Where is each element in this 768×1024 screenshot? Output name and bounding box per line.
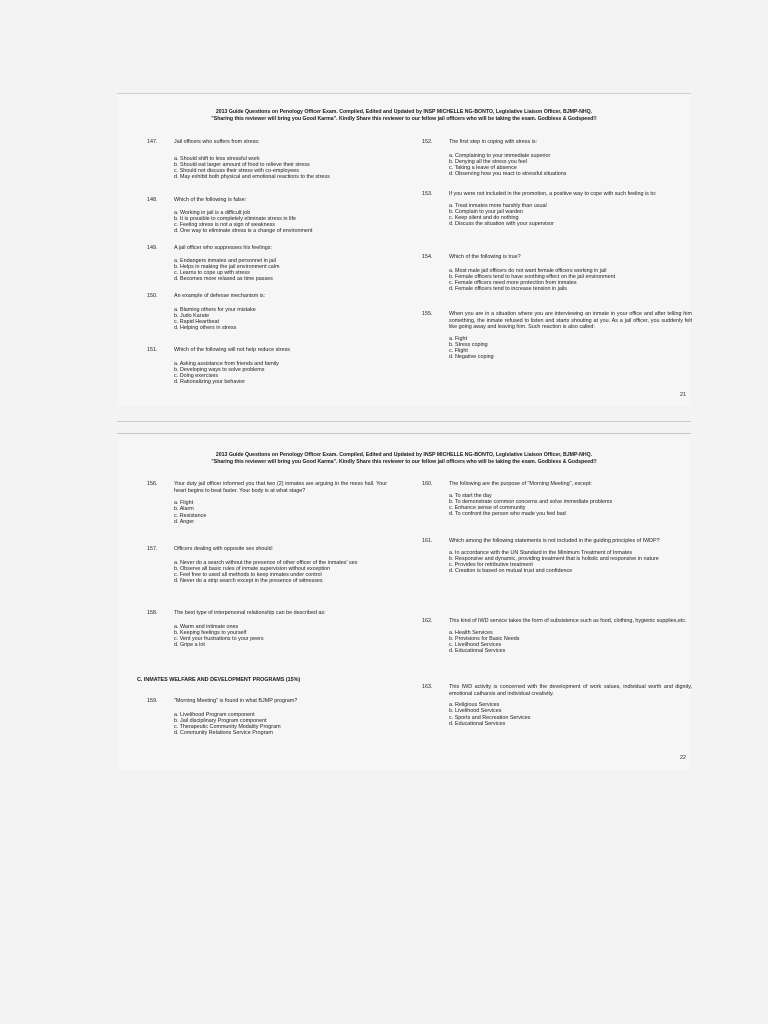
question-162 [422,618,692,654]
option: c. Feel free to used all methods to keep inmates under control [174,572,322,578]
option: d. May exhibit both physical and emotional reactions to the stress [174,174,330,181]
question-154 [422,254,692,292]
question-number: 161. [422,538,433,544]
option: b. Observe all basic rules of inmate supervision without exception [174,565,331,572]
question-text: When you are in a situation where you are interviewing an inmate in your office and after telling him something, the inmate refused to listen and starts shouting at you. As a jail officer, you suddenly felt like going away and leaving him. Such reaction is also called: [449,311,692,331]
question-number: 162. [422,618,433,624]
option: d. Never do a strip search except in the presence of witnesses [174,578,323,585]
option: d. Educational Services [449,648,506,655]
question-149 [147,245,377,282]
options [174,258,377,283]
option: b. Developing ways to solve problems [174,366,265,373]
page-top-rule [117,93,691,94]
question-147 [147,139,377,180]
option: a. Most male jail officers do not want female officers working in jail [449,267,607,274]
option: b. Should eat larger amount of food to relieve their stress [174,161,310,168]
options [174,560,387,585]
option: a. Flight [174,500,194,507]
option: c. Resistance [174,512,207,519]
question-text: Officers dealing with opposite sex should: [174,546,274,552]
page-header [117,109,691,123]
question-157 [147,546,387,584]
question-text: An example of defense mechanism is: [174,293,266,299]
question-text: The first step in coping with stress is: [449,139,538,145]
question-155 [422,311,692,361]
question-161 [422,538,692,574]
option: d. Anger [174,518,195,525]
option: a. Asking assistance from friends and family [174,360,279,367]
option: d. Becomes more relaxed as time passes [174,276,273,283]
option: b. Denying all the stress you feel [449,158,527,165]
option: d. Discuss the situation with your supervisor [449,221,554,228]
option: b. Keeping feelings to yourself [174,629,247,636]
option: b. Complain to your jail warden [449,208,524,215]
question-number: 160. [422,481,433,487]
question-text: Which of the following is false: [174,197,247,203]
options [174,156,377,181]
option: b. Livelihood Services [449,708,502,715]
option: c. Vent your frustrations to your peers [174,636,264,642]
option: a. In accordance with the UN Standard in the Minimum Treatment of Inmates [449,549,633,556]
option: c. Feeling stress is not a sign of weakness [174,222,275,228]
option: c. Keep silent and do nothing [449,215,519,221]
question-number: 150. [147,293,158,299]
page-number: 21 [680,392,686,398]
options [449,493,692,518]
option: d. Educational Services [449,720,506,727]
options [174,500,387,525]
question-text: The best type of interpersonal relationship can be described as: [174,610,326,616]
question-153 [422,191,692,227]
page-header [117,452,691,466]
option: b. Female officers tend to have soothing effect on the jail environment [449,273,616,280]
question-156 [147,481,387,525]
section-title: C. INMATES WELFARE AND DEVELOPMENT PROGRAMS (15%) [137,677,301,683]
question-text: A jail officer who suppresses his feelings: [174,245,272,251]
option: b. Judo Karate [174,312,210,319]
option: a. Health Services [449,629,493,636]
options [174,712,387,737]
option: a. Endangers inmates and personnel in jail [174,257,276,264]
question-text: This kind of IWD service takes the form of subsistence such as food, clothing, hygienic supplies,etc. [449,618,687,624]
option: b. Stress coping [449,341,488,348]
question-number: 156. [147,481,158,487]
question-160 [422,481,692,517]
header-line-2: "Sharing this reviewer will bring you Good Karma". Kindly Share this reviewer to our fellow jail officers who will be taking the exam. Godbless & Godspeed!! [211,116,597,122]
option: c. Should not discuss their stress with co-employees [174,168,299,174]
option: b. To demonstrate common concerns and solve immediate problems [449,498,613,505]
page-number: 22 [680,755,686,761]
options [174,307,377,332]
question-number: 158. [147,610,158,616]
question-158 [147,610,387,648]
option: c. Livelihood Services [449,642,502,648]
question-number: 152. [422,139,433,145]
page-separator [117,421,691,422]
question-number: 155. [422,311,433,317]
question-text: "Morning Meeting" is found in what BJMP program? [174,698,298,704]
option: a. Livelihood Program component [174,711,255,718]
option: a. Complaining to your immediate superior [449,152,551,159]
option: a. Religious Services [449,702,500,709]
option: a. Fight [449,335,467,342]
option: c. Flight [449,348,468,355]
question-number: 147. [147,139,158,145]
header-line-1: 2013 Guide Questions on Penology Officer Exam. Compiled, Edited and Updated by INSP MICHELLE NG-BONTO, Legislative Liaison Officer, BJMP-NHQ. [215,109,593,115]
question-148 [147,197,377,234]
question-text: Which of the following is true? [449,254,521,260]
option: d. Observing how you react to stressful situations [449,171,567,178]
option: b. Alarm [174,506,194,513]
question-number: 159. [147,698,158,704]
option: a. Warm and intimate ones [174,623,239,630]
options [449,630,692,655]
page-separator [117,433,691,434]
option: b. Helps in making the jail environment calm [174,263,280,270]
option: c. Rapid Heartbeat [174,319,219,325]
question-text: Which of the following will not help reduce stress [174,347,290,353]
question-159 [147,698,387,736]
option: c. Learns to cope up with stress [174,270,250,276]
question-163 [422,684,692,727]
option: d. To confront the person who made you feel bad [449,511,566,518]
question-number: 157. [147,546,158,552]
option: d. Female officers tend to increase tension in jails [449,286,567,293]
header-line-1: 2013 Guide Questions on Penology Officer Exam. Compiled, Edited and Updated by INSP MICHELLE NG-BONTO, Legislative Liaison Officer, BJMP-NHQ. [215,452,593,458]
question-text: Jail officers who suffers from stress: [174,139,260,145]
question-152 [422,139,692,177]
option: c. Sports and Recreation Services [449,714,531,721]
option: c. Enhance sense of community [449,505,526,511]
question-number: 154. [422,254,433,260]
option: a. Should shift to less stressful work [174,155,260,162]
question-150 [147,293,377,331]
option: a. To start the day [449,492,492,499]
question-text: Your duty jail officer informed you that two (2) inmates are arguing in the mess hall. Your heart begins to beat faster. Your body is at what stage? [174,481,387,494]
question-text: This IWD activity is concerned with the development of work values, individual worth and dignity, emotional catharsis and individual creativity. [449,684,692,697]
header-line-2: "Sharing this reviewer will bring you Good Karma". Kindly Share this reviewer to our fellow jail officers who will be taking the exam. Godbless & Godspeed!! [211,459,597,465]
option: c. Doing exercises [174,373,219,379]
options [449,203,692,228]
options [449,153,692,178]
question-text: Which among the following statements is not included in the guiding principles of IWDP? [449,538,660,544]
option: a. Blaming others for your mistake [174,306,256,313]
question-text: If you were not included in the promotion, a positive way to cope with such feeling is to: [449,191,657,197]
options [449,550,692,575]
option: d. Rationalizing your behavior [174,379,246,386]
question-text: The following are the purpose of "Morning Meeting", except: [449,481,592,487]
option: b. Responsive and dynamic, providing treatment that is holistic and responsive in nature [449,555,659,562]
question-number: 149. [147,245,158,251]
options [449,268,692,293]
options [174,210,377,235]
options [449,702,692,727]
option: a. Treat inmates more harshly than usual [449,202,547,209]
option: a. Never do a search without the presence of other officer of the inmates' sex [174,559,358,566]
options [174,361,377,386]
question-151 [147,347,377,385]
option: b. Provisions for Basic Needs [449,635,520,642]
option: c. Taking a leave of absence [449,165,517,171]
question-number: 148. [147,197,158,203]
option: d. Negative coping [449,354,494,361]
option: a. Working in jail is a difficult job [174,209,251,216]
option: d. One way to eliminate stress is a change of environment [174,228,313,235]
options [449,336,692,361]
option: b. It is possible to completely eliminate stress in life [174,215,296,222]
option: d. Community Relations Service Program [174,730,273,737]
option: c. Provides for retributive treatment [449,562,533,568]
option: d. Helping others in stress [174,325,237,332]
option: d. Gripe a lot [174,642,205,649]
option: d. Creation is based on mutual trust and confidence [449,568,573,575]
document-page-21 [117,93,691,406]
option: b. Jail disciplinary Program component [174,717,267,724]
question-number: 163. [422,684,433,690]
document-page-22 [117,437,691,770]
options [174,624,387,649]
question-number: 151. [147,347,158,353]
question-number: 153. [422,191,433,197]
option: c. Therapeutic Community Modality Program [174,724,281,730]
option: c. Female officers need more protection from inmates [449,280,577,286]
